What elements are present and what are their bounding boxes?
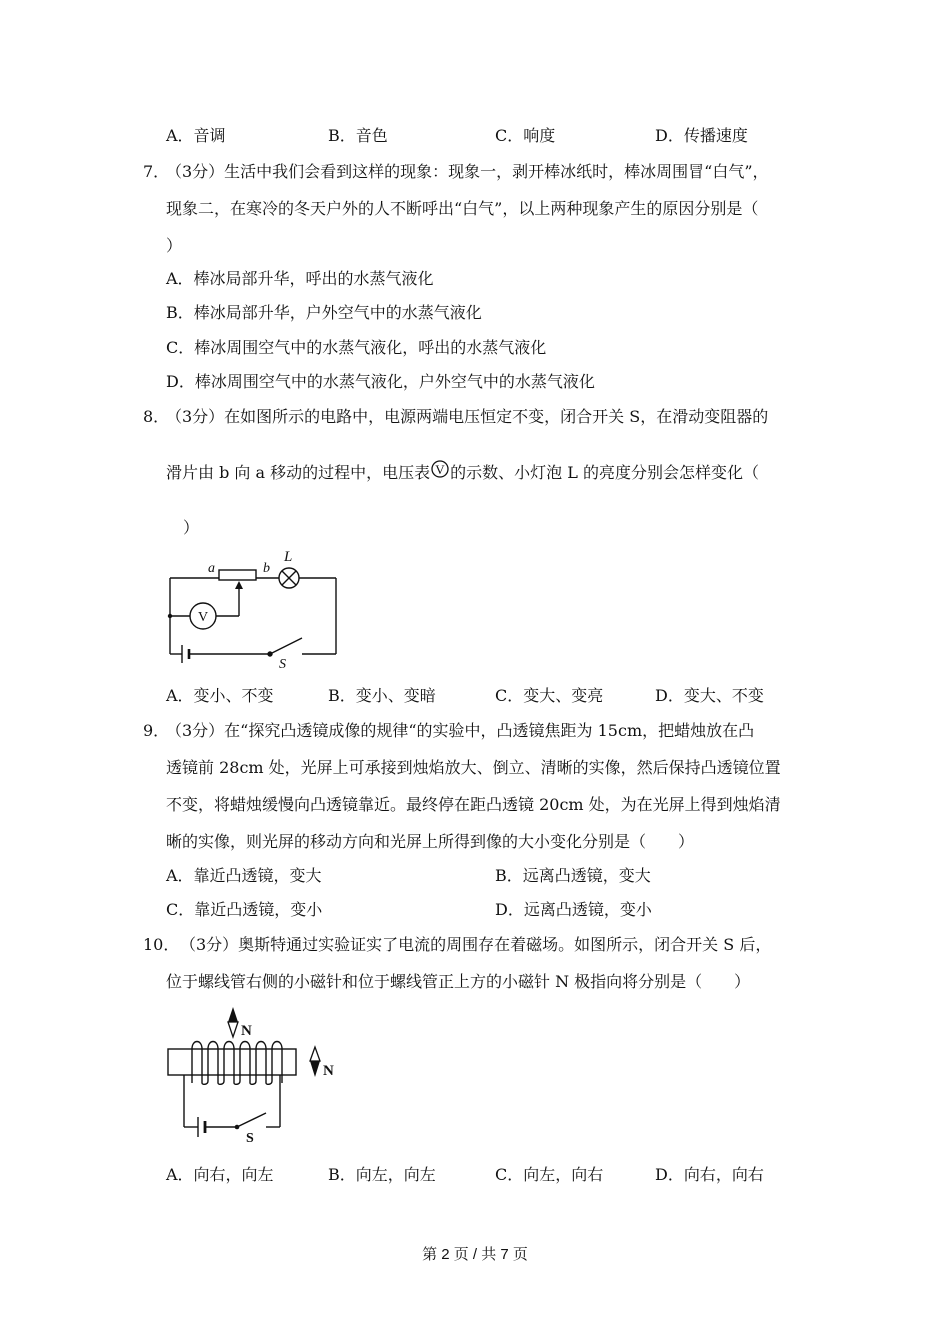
q10-option-a: A．向右，向左 <box>166 1165 274 1184</box>
q8-option-c: C．变大、变亮 <box>495 686 604 705</box>
right-compass-needle-south <box>310 1061 320 1077</box>
label-V: V <box>197 610 209 625</box>
rheostat-resistor <box>219 570 256 580</box>
q8-option-b: B．变小、变暗 <box>328 686 436 705</box>
q7-option-d: D．棒冰周围空气中的水蒸气液化，户外空气中的水蒸气液化 <box>166 372 595 391</box>
q10-option-c: C．向左，向右 <box>495 1165 604 1184</box>
q9-stem-line4: 晰的实像，则光屏的移动方向和光屏上所得到像的大小变化分别是（ ） <box>166 832 695 851</box>
q8-option-d: D．变大、不变 <box>655 686 764 705</box>
solenoid-core <box>168 1049 296 1075</box>
q10-stem-line2: 位于螺线管右侧的小磁针和位于螺线管正上方的小磁针 N 极指向将分别是（ ） <box>166 972 751 991</box>
label-N-right: N <box>323 1063 334 1079</box>
q9-option-a: A．靠近凸透镜，变大 <box>166 866 322 885</box>
top-compass-needle-north <box>228 1007 238 1022</box>
solenoid-coil <box>184 1042 282 1138</box>
label-N-top: N <box>241 1023 252 1039</box>
q6-option-a: A．音调 <box>166 126 226 145</box>
q7-stem-line1: （3分）生活中我们会看到这样的现象：现象一，剥开棒冰纸时，棒冰周围冒“白气”， <box>166 162 769 181</box>
q7-number: 7． <box>143 162 170 181</box>
q9-number: 9． <box>143 721 170 740</box>
q8-circuit-diagram <box>162 550 352 670</box>
q10-option-b: B．向左，向左 <box>328 1165 436 1184</box>
q9-option-b: B．远离凸透镜，变大 <box>495 866 651 885</box>
top-compass-needle-south <box>228 1022 238 1037</box>
q6-option-b: B．音色 <box>328 126 388 145</box>
q6-option-c: C．响度 <box>495 126 556 145</box>
q9-stem-line1: （3分）在“探究凸透镜成像的规律“的实验中，凸透镜焦距为 15cm，把蜡烛放在凸 <box>166 721 755 740</box>
label-S: S <box>279 657 286 672</box>
q10-option-d: D．向右，向右 <box>655 1165 764 1184</box>
q6-option-d: D．传播速度 <box>655 126 748 145</box>
q8-stem-line2 <box>166 461 759 483</box>
slider-arrow-icon <box>235 581 243 589</box>
q9-stem-line2: 透镜前 28cm 处，光屏上可承接到烛焰放大、倒立、清晰的实像，然后保持凸透镜位置 <box>166 758 781 777</box>
label-S-solenoid: S <box>246 1131 254 1146</box>
q8-number: 8． <box>143 407 170 426</box>
q9-option-d: D．远离凸透镜，变小 <box>495 900 652 919</box>
label-L: L <box>284 549 293 565</box>
page-footer: 第 2 页 / 共 7 页 <box>422 1246 528 1263</box>
q8-option-a: A．变小、不变 <box>166 686 274 705</box>
q8-stem-line2-part1: 滑片由 b 向 a 移动的过程中，电压表 <box>166 463 431 482</box>
q8-stem-line1: （3分）在如图所示的电路中，电源两端电压恒定不变，闭合开关 S，在滑动变阻器的 <box>166 407 769 426</box>
right-compass-needle-north <box>310 1047 320 1061</box>
q7-option-b: B．棒冰局部升华，户外空气中的水蒸气液化 <box>166 303 482 322</box>
voltmeter-symbol-icon <box>431 461 449 479</box>
q7-stem-line3: ） <box>166 236 183 255</box>
q7-option-c: C．棒冰周围空气中的水蒸气液化，呼出的水蒸气液化 <box>166 338 547 357</box>
q7-stem-line2: 现象二，在寒冷的冬天户外的人不断呼出“白气”，以上两种现象产生的原因分别是（ <box>166 199 759 218</box>
q10-number: 10． <box>143 935 180 954</box>
q7-option-a: A．棒冰局部升华，呼出的水蒸气液化 <box>166 269 434 288</box>
label-b: b <box>263 561 270 576</box>
q10-solenoid-diagram <box>162 1005 352 1145</box>
q9-option-c: C．靠近凸透镜，变小 <box>166 900 323 919</box>
q8-stem-line3: ） <box>183 518 200 537</box>
label-a: a <box>208 561 215 576</box>
q8-stem-line2-part2: 的示数、小灯泡 L 的亮度分别会怎样变化（ <box>450 463 759 482</box>
solenoid-switch-pivot <box>235 1125 240 1130</box>
q10-stem-line1: （3分）奥斯特通过实验证实了电流的周围存在着磁场。如图所示，闭合开关 S 后， <box>180 935 772 954</box>
voltmeter-symbol-label: V <box>435 462 445 477</box>
q9-stem-line3: 不变，将蜡烛缓慢向凸透镜靠近。最终停在距凸透镜 20cm 处，为在光屏上得到烛焰清 <box>166 795 781 814</box>
